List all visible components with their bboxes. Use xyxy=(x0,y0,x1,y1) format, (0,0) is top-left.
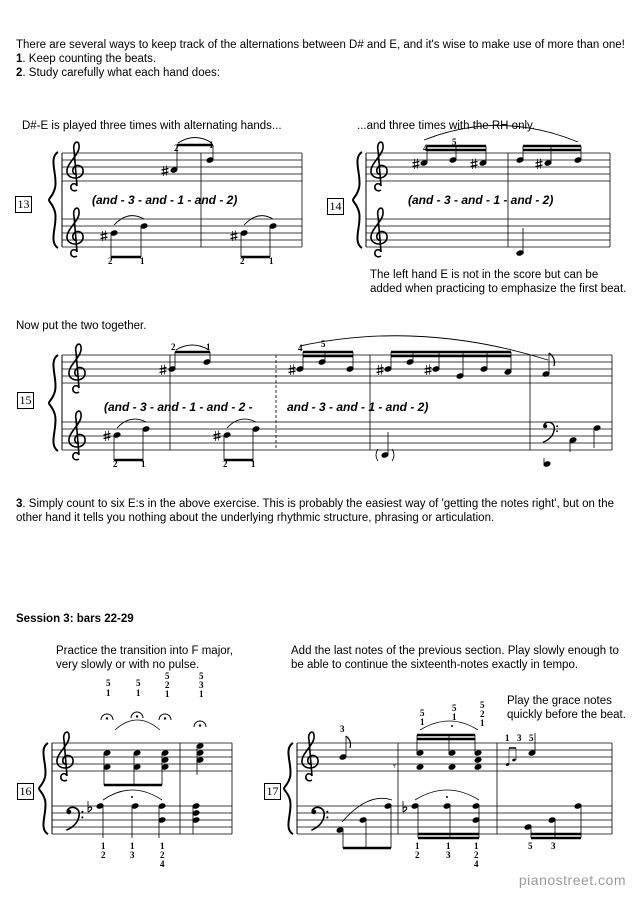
finger-number: 2 xyxy=(160,850,165,860)
finger-number: 2 xyxy=(480,709,485,719)
finger-number: 3 xyxy=(199,680,204,690)
finger-number: 1 xyxy=(505,733,510,743)
measure-number-13: 13 xyxy=(15,196,32,213)
treble-clef-icon xyxy=(371,142,387,191)
finger-number: 5 xyxy=(452,703,457,713)
finger-number: 5 xyxy=(420,708,425,718)
point-1-number: 1 xyxy=(16,53,23,65)
lh-17 xyxy=(336,790,583,848)
staff-14-bass xyxy=(366,219,610,247)
system-14 xyxy=(353,125,610,256)
point-2-text: . Study carefully what each hand does: xyxy=(22,67,220,79)
finger-number: 2 xyxy=(223,459,228,469)
ex14-caption: ...and three times with the RH only. xyxy=(357,120,536,132)
staff-13-treble xyxy=(62,153,302,181)
treble-clef-icon xyxy=(69,344,85,393)
ex13-caption: D#-E is played three times with alternating hands... xyxy=(22,120,282,132)
finger-number: 1 xyxy=(474,841,479,851)
ex13-counting: (and - 3 - and - 1 - and - 2) xyxy=(92,193,238,207)
finger-number: 5 xyxy=(452,137,457,147)
finger-number: 5 xyxy=(199,671,204,681)
ex14-lh-note: The left hand E is not in the score but can be added when practicing to emphasize the first beat. xyxy=(370,269,627,295)
system-13 xyxy=(49,138,302,258)
watermark: pianostreet.com xyxy=(518,872,626,888)
measure-number-16: 16 xyxy=(17,783,34,800)
finger-number: 5 xyxy=(528,841,533,851)
finger-number: 1 xyxy=(140,256,145,266)
treble-clef-icon xyxy=(302,732,318,781)
finger-number: 3 xyxy=(340,724,345,734)
finger-number: 1 xyxy=(199,689,204,699)
finger-number: 1 xyxy=(452,712,457,722)
finger-number: 1 xyxy=(165,689,170,699)
treble-clef-icon xyxy=(67,208,83,257)
staff-16-treble xyxy=(52,743,232,771)
finger-number: 1 xyxy=(480,718,485,728)
finger-number: 2 xyxy=(174,143,179,153)
finger-number: 1 xyxy=(206,342,211,352)
finger-number: 5 xyxy=(480,700,485,710)
rh-chords-16 xyxy=(101,712,206,785)
intro-line: There are several ways to keep track of the alternations between D# and E, and it's wise to make use of more than one! xyxy=(16,39,625,51)
finger-number: 5 xyxy=(529,733,534,743)
measure-number-15: 15 xyxy=(17,392,34,409)
system-17 xyxy=(284,721,612,848)
finger-number: 3 xyxy=(551,841,556,851)
finger-number: 2 xyxy=(101,850,106,860)
finger-number: 1 xyxy=(136,688,141,698)
treble-clef-icon xyxy=(371,208,387,257)
rh-chords-17 xyxy=(416,721,483,771)
finger-number: 3 xyxy=(130,850,135,860)
measure-number-17: 17 xyxy=(264,783,281,800)
finger-number: 1 xyxy=(130,841,135,851)
ex17-caption: Add the last notes of the previous section. Play slowly enough to be able to continue the sixteenth-notes exactly in tempo. xyxy=(291,645,619,671)
system-15 xyxy=(49,336,612,468)
finger-number: 5 xyxy=(136,678,141,688)
finger-number: 2 xyxy=(108,256,113,266)
point-3-text: . Simply count to six E:s in the above exercise. This is probably the easiest way of 'getting the notes right', but on the other hand it tells you nothing about the underlying rhythmic structure, phrasing or articulation. xyxy=(16,498,615,524)
finger-number: 1 xyxy=(415,841,420,851)
measure-number-14: 14 xyxy=(327,198,344,215)
finger-number: 3 xyxy=(446,850,451,860)
finger-number: 1 xyxy=(209,140,214,150)
treble-clef-icon xyxy=(67,142,83,191)
finger-number: 4 xyxy=(423,143,428,153)
ex15-counting-a: (and - 3 - and - 1 - and - 2 - xyxy=(104,400,253,414)
ex15-caption: Now put the two together. xyxy=(16,320,147,332)
finger-number: 5 xyxy=(321,339,326,349)
treble-clef-icon xyxy=(57,732,73,781)
finger-number: 4 xyxy=(160,859,165,869)
brace-13 xyxy=(49,152,58,248)
finger-number: 1 xyxy=(141,459,146,469)
finger-number: 2 xyxy=(474,850,479,860)
treble-clef-icon xyxy=(69,411,85,460)
point-1-text: . Keep counting the beats. xyxy=(22,53,157,65)
finger-number: 1 xyxy=(251,459,256,469)
ex15-counting-b: and - 3 - and - 1 - and - 2) xyxy=(287,400,429,414)
finger-number: 2 xyxy=(113,459,118,469)
finger-number: 1 xyxy=(420,717,425,727)
finger-number: 1 xyxy=(106,688,111,698)
finger-number: 5 xyxy=(106,678,111,688)
staff-13-bass xyxy=(62,219,302,247)
finger-number: 3 xyxy=(517,733,522,743)
ex17-grace-note: Play the grace notes quickly before the beat. xyxy=(507,695,626,721)
staff-15-lower xyxy=(62,422,612,450)
finger-number: 2 xyxy=(415,850,420,860)
finger-number: 1 xyxy=(160,841,165,851)
finger-number: 4 xyxy=(474,859,479,869)
finger-number: 2 xyxy=(171,342,176,352)
point-2-number: 2 xyxy=(16,67,23,79)
lh-16 xyxy=(88,790,200,838)
finger-number: 2 xyxy=(165,680,170,690)
finger-number: 1 xyxy=(269,256,274,266)
finger-number: 1 xyxy=(101,841,106,851)
ex16-caption: Practice the transition into F major, very slowly or with no pulse. xyxy=(56,645,234,671)
finger-number: 5 xyxy=(165,671,170,681)
staff-14-treble xyxy=(366,153,610,181)
finger-number: 4 xyxy=(298,343,303,353)
finger-number: 1 xyxy=(446,841,451,851)
staff-15-treble xyxy=(62,355,612,383)
system-16 xyxy=(39,712,232,838)
svg-text:𝄾: 𝄾 xyxy=(393,760,396,773)
session-heading: Session 3: bars 22-29 xyxy=(16,613,134,625)
bass-clef-icon xyxy=(543,422,558,442)
point-3-number: 3 xyxy=(16,498,23,510)
ex14-counting: (and - 3 - and - 1 - and - 2) xyxy=(408,193,554,207)
finger-number: 2 xyxy=(240,256,245,266)
